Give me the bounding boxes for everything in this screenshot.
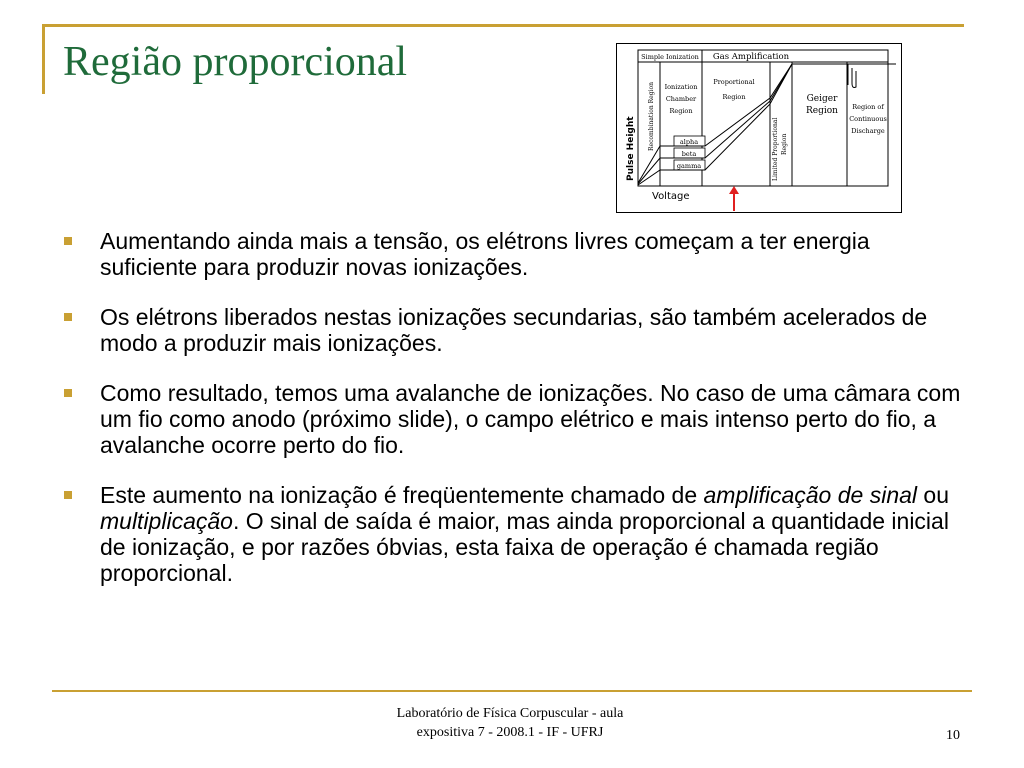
region-geiger-label-2: Region (806, 106, 838, 116)
region-ionization-chamber-label-1: Ionization (664, 83, 698, 91)
bullet-item-3 (62, 380, 962, 458)
footer-line-2: expositiva 7 - 2008.1 - IF - UFRJ (416, 725, 604, 740)
region-limited-proportional-label-1: Limited Proportional (772, 117, 779, 181)
region-recombination-label: Recombination Region (648, 82, 655, 151)
region-geiger-label-1: Geiger (806, 94, 838, 104)
region-ionization-chamber-label-2: Chamber (665, 95, 697, 103)
bullet-text-4b: ou (917, 482, 950, 508)
bullet-list (62, 228, 962, 610)
bullet-text-4c: . O sinal de saída é maior, mas ainda proporcional a quantidade inicial de ionização, e por razões óbvias, esta faixa de operação é chamada região proporcional. (100, 508, 949, 586)
curve-label-beta: beta (681, 150, 697, 158)
region-limited-proportional-label-2: Region (781, 133, 788, 155)
header-simple-ionization: Simple Ionization (641, 53, 699, 61)
footer (350, 704, 670, 742)
region-proportional-label-1: Proportional (713, 78, 755, 86)
region-continuous-discharge-label-1: Region of (852, 103, 884, 111)
bullet-square-icon (64, 237, 72, 245)
curve-label-gamma: gamma (676, 162, 702, 170)
header-gas-amplification: Gas Amplification (712, 52, 790, 62)
bottom-rule (52, 690, 972, 692)
region-ionization-chamber-label-3: Region (669, 107, 693, 115)
slide-title: Região proporcional (63, 39, 408, 85)
top-rule (42, 24, 964, 27)
bullet-emphasis-multiplicacao: multiplicação (100, 508, 233, 534)
curve-label-alpha: alpha (679, 138, 699, 146)
left-rule (42, 24, 45, 94)
bullet-text-1: Aumentando ainda mais a tensão, os elétrons livres começam a ter energia suficiente para produzir novas ionizações. (100, 228, 870, 280)
bullet-item-1 (62, 228, 962, 280)
bullet-item-4 (62, 482, 962, 586)
bullet-text-3: Como resultado, temos uma avalanche de ionizações. No caso de uma câmara com um fio como anodo (próximo slide), o campo elétrico e mais intenso perto do fio, a avalanche ocorre perto do fio. (100, 380, 961, 458)
bullet-square-icon (64, 389, 72, 397)
gas-detector-regions-figure (616, 43, 902, 213)
region-continuous-discharge-label-2: Continuous (849, 115, 887, 123)
bullet-item-2 (62, 304, 962, 356)
bullet-square-icon (64, 491, 72, 499)
region-proportional-label-2: Region (722, 93, 746, 101)
x-axis-label: Voltage (652, 191, 690, 202)
bullet-square-icon (64, 313, 72, 321)
bullet-text-4a: Este aumento na ionização é freqüentemente chamado de (100, 482, 704, 508)
bullet-emphasis-amplificacao: amplificação de sinal (703, 482, 918, 508)
y-axis-label: Pulse Height (626, 116, 636, 181)
page-number: 10 (946, 728, 960, 743)
footer-line-1: Laboratório de Física Corpuscular - aula (396, 706, 624, 721)
region-continuous-discharge-label-3: Discharge (851, 127, 885, 135)
bullet-text-2: Os elétrons liberados nestas ionizações secundarias, são também acelerados de modo a produzir mais ionizações. (100, 304, 928, 356)
